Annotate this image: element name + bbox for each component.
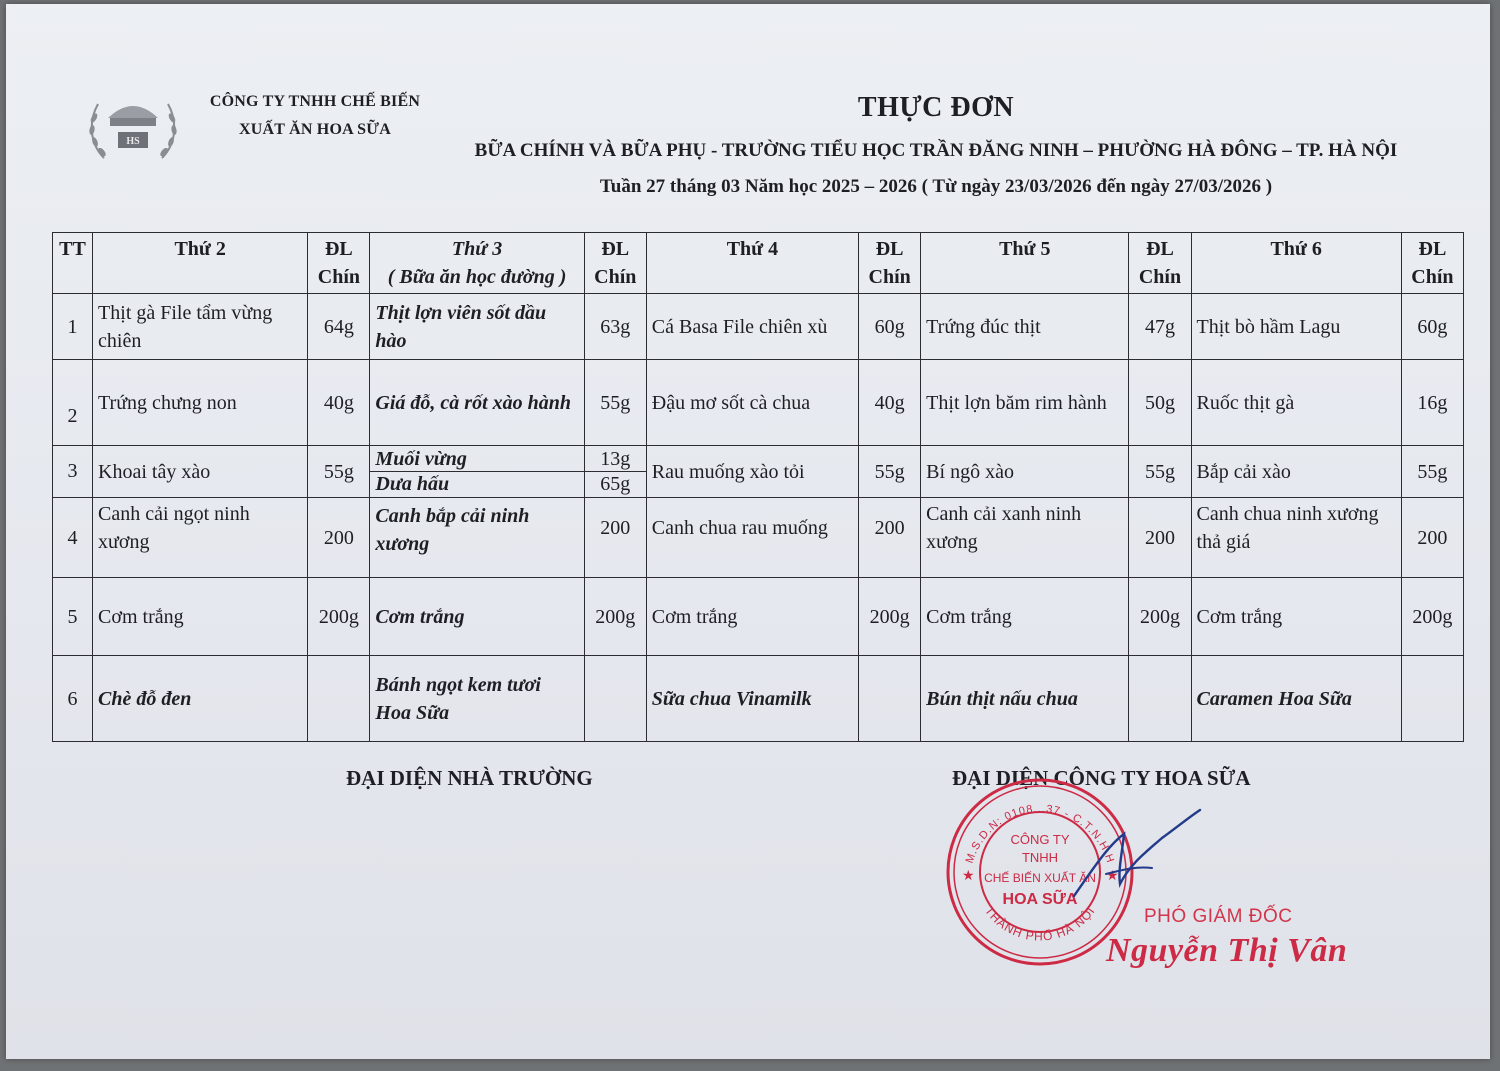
- dish-thu2: Thịt gà File tẩm vừng chiên: [93, 294, 308, 360]
- dish-thu5: Bí ngô xào: [921, 446, 1129, 498]
- table-row: [53, 656, 1464, 742]
- dish-thu6: Canh chua ninh xương thả giá: [1191, 498, 1401, 578]
- header-thu2: Thứ 2: [93, 233, 308, 294]
- weight-thu6: 16g: [1401, 360, 1463, 446]
- weight-thu2: 55g: [308, 446, 370, 498]
- table-row: [53, 360, 1464, 446]
- header-dl: ĐL Chín: [859, 233, 921, 294]
- weight-thu6: 200g: [1401, 578, 1463, 656]
- dish-thu5: Bún thịt nấu chua: [921, 656, 1129, 742]
- header-dl: ĐL Chín: [308, 233, 370, 294]
- signer-name: Nguyễn Thị Vân: [1106, 932, 1348, 969]
- header-dl: ĐL Chín: [584, 233, 646, 294]
- weight-thu3: 200: [584, 498, 646, 578]
- row-number: 3: [53, 446, 93, 498]
- weight-thu3-a: 13g: [585, 447, 646, 472]
- table-row: [53, 578, 1464, 656]
- page-title: THỰC ĐƠN: [857, 92, 1015, 123]
- dish-thu2: Canh cải ngọt ninh xương: [93, 498, 308, 578]
- weight-thu6: 55g: [1401, 446, 1463, 498]
- dish-thu6: Ruốc thịt gà: [1191, 360, 1401, 446]
- weight-thu5: 55g: [1129, 446, 1191, 498]
- handwritten-signature: [1066, 804, 1206, 904]
- svg-text:★: ★: [962, 869, 975, 884]
- svg-text:TNHH: TNHH: [1021, 850, 1059, 865]
- svg-text:CHẾ BIẾN XUẤT ĂN: CHẾ BIẾN XUẤT ĂN: [984, 871, 1096, 885]
- dish-thu4: Rau muống xào tỏi: [646, 446, 858, 498]
- signer-role: PHÓ GIÁM ĐỐC: [1144, 906, 1293, 927]
- weight-thu4: 200: [859, 498, 921, 578]
- dish-thu3-a: Muối vừng: [370, 447, 583, 472]
- page-subtitle: BỮA CHÍNH VÀ BỮA PHỤ - TRƯỜNG TIỂU HỌC TRẦN ĐĂNG NINH – PHƯỜNG HÀ ĐÔNG – TP. HÀ NỘI: [474, 140, 1398, 161]
- weight-thu6: 60g: [1401, 294, 1463, 360]
- dish-thu4: Cá Basa File chiên xù: [646, 294, 858, 360]
- row-number: 2: [53, 360, 93, 446]
- dish-thu2: Trứng chưng non: [93, 360, 308, 446]
- weight-thu5: 200g: [1129, 578, 1191, 656]
- table-row: [53, 446, 1464, 498]
- weight-thu2: 200: [308, 498, 370, 578]
- company-logo: [84, 88, 182, 166]
- menu-table: [52, 232, 1464, 742]
- row-number: 5: [53, 578, 93, 656]
- weight-thu5: 50g: [1129, 360, 1191, 446]
- dish-thu2: Chè đỗ đen: [93, 656, 308, 742]
- company-name: [190, 88, 440, 144]
- dish-thu2: Cơm trắng: [93, 578, 308, 656]
- weight-thu4: [859, 656, 921, 742]
- header-thu6: Thứ 6: [1191, 233, 1401, 294]
- svg-text:M.S.D.N: 0108...37 - C.T.N.H.H: M.S.D.N: 0108...37 - C.T.N.H.H: [963, 802, 1117, 865]
- header-thu4: Thứ 4: [646, 233, 858, 294]
- weight-thu3: [584, 656, 646, 742]
- header-dl: ĐL Chín: [1401, 233, 1463, 294]
- dish-thu3: Bánh ngọt kem tươi Hoa Sữa: [370, 656, 584, 742]
- svg-text:CÔNG TY: CÔNG TY: [1010, 832, 1070, 847]
- dish-thu5: Canh cải xanh ninh xương: [921, 498, 1129, 578]
- weight-thu2: 64g: [308, 294, 370, 360]
- table-row: [53, 498, 1464, 578]
- dish-thu4: Canh chua rau muống: [646, 498, 858, 578]
- svg-text:HOA SỮA: HOA SỮA: [1002, 891, 1078, 908]
- weight-thu2: 40g: [308, 360, 370, 446]
- dish-thu6: Thịt bò hầm Lagu: [1191, 294, 1401, 360]
- dish-thu3: Thịt lợn viên sốt dầu hào: [370, 294, 584, 360]
- dish-thu5: Trứng đúc thịt: [921, 294, 1129, 360]
- dish-thu6: Cơm trắng: [1191, 578, 1401, 656]
- week-range: Tuần 27 tháng 03 Năm học 2025 – 2026 ( Từ ngày 23/03/2026 đến ngày 27/03/2026 ): [599, 176, 1273, 197]
- weight-thu6: 200: [1401, 498, 1463, 578]
- weight-thu6: [1401, 656, 1463, 742]
- weight-thu4: 40g: [859, 360, 921, 446]
- dish-thu3-b: Dưa hấu: [375, 473, 450, 495]
- weight-thu3: 200g: [584, 578, 646, 656]
- weight-thu4: 55g: [859, 446, 921, 498]
- row-number: 1: [53, 294, 93, 360]
- header-tt: TT: [53, 233, 93, 294]
- company-line-2: XUẤT ĂN HOA SỮA: [239, 121, 391, 138]
- weight-thu2: 200g: [308, 578, 370, 656]
- svg-text:★: ★: [1106, 869, 1119, 884]
- company-line-1: CÔNG TY TNHH CHẾ BIẾN: [209, 93, 421, 110]
- header-thu3: Thứ 3 ( Bữa ăn học đường ): [370, 233, 584, 294]
- dish-thu4: Sữa chua Vinamilk: [646, 656, 858, 742]
- dish-thu5: Thịt lợn băm rim hành: [921, 360, 1129, 446]
- table-row: [53, 294, 1464, 360]
- school-representative: ĐẠI DIỆN NHÀ TRƯỜNG: [346, 766, 593, 790]
- header-thu5: Thứ 5: [921, 233, 1129, 294]
- dish-thu4: Cơm trắng: [646, 578, 858, 656]
- dish-thu6: Bắp cải xào: [1191, 446, 1401, 498]
- header-dl: ĐL Chín: [1129, 233, 1191, 294]
- weight-thu2: [308, 656, 370, 742]
- company-representative: ĐẠI DIỆN CÔNG TY HOA SỮA: [952, 766, 1251, 790]
- dish-thu4: Đậu mơ sốt cà chua: [646, 360, 858, 446]
- row-number: 4: [53, 498, 93, 578]
- dish-thu2: Khoai tây xào: [93, 446, 308, 498]
- dish-thu3-split: [370, 446, 584, 498]
- row-number: 6: [53, 656, 93, 742]
- svg-text:THÀNH PHỐ HÀ NỘI: THÀNH PHỐ HÀ NỘI: [982, 903, 1098, 944]
- dish-thu3: Cơm trắng: [370, 578, 584, 656]
- weight-thu5: 200: [1129, 498, 1191, 578]
- weight-thu3: 55g: [584, 360, 646, 446]
- table-header-row: [53, 233, 1464, 294]
- weight-thu5: [1129, 656, 1191, 742]
- svg-text:HS: HS: [126, 136, 140, 147]
- weight-thu4: 60g: [859, 294, 921, 360]
- dish-thu5: Cơm trắng: [921, 578, 1129, 656]
- weight-thu4: 200g: [859, 578, 921, 656]
- dish-thu6: Caramen Hoa Sữa: [1191, 656, 1401, 742]
- document-page: [6, 4, 1490, 1059]
- dish-thu3: Canh bắp cải ninh xương: [370, 498, 584, 578]
- weight-thu3-split: [584, 446, 646, 498]
- weight-thu3: 63g: [584, 294, 646, 360]
- dish-thu3: Giá đỗ, cà rốt xào hành: [370, 360, 584, 446]
- weight-thu3-b: 65g: [600, 473, 631, 495]
- weight-thu5: 47g: [1129, 294, 1191, 360]
